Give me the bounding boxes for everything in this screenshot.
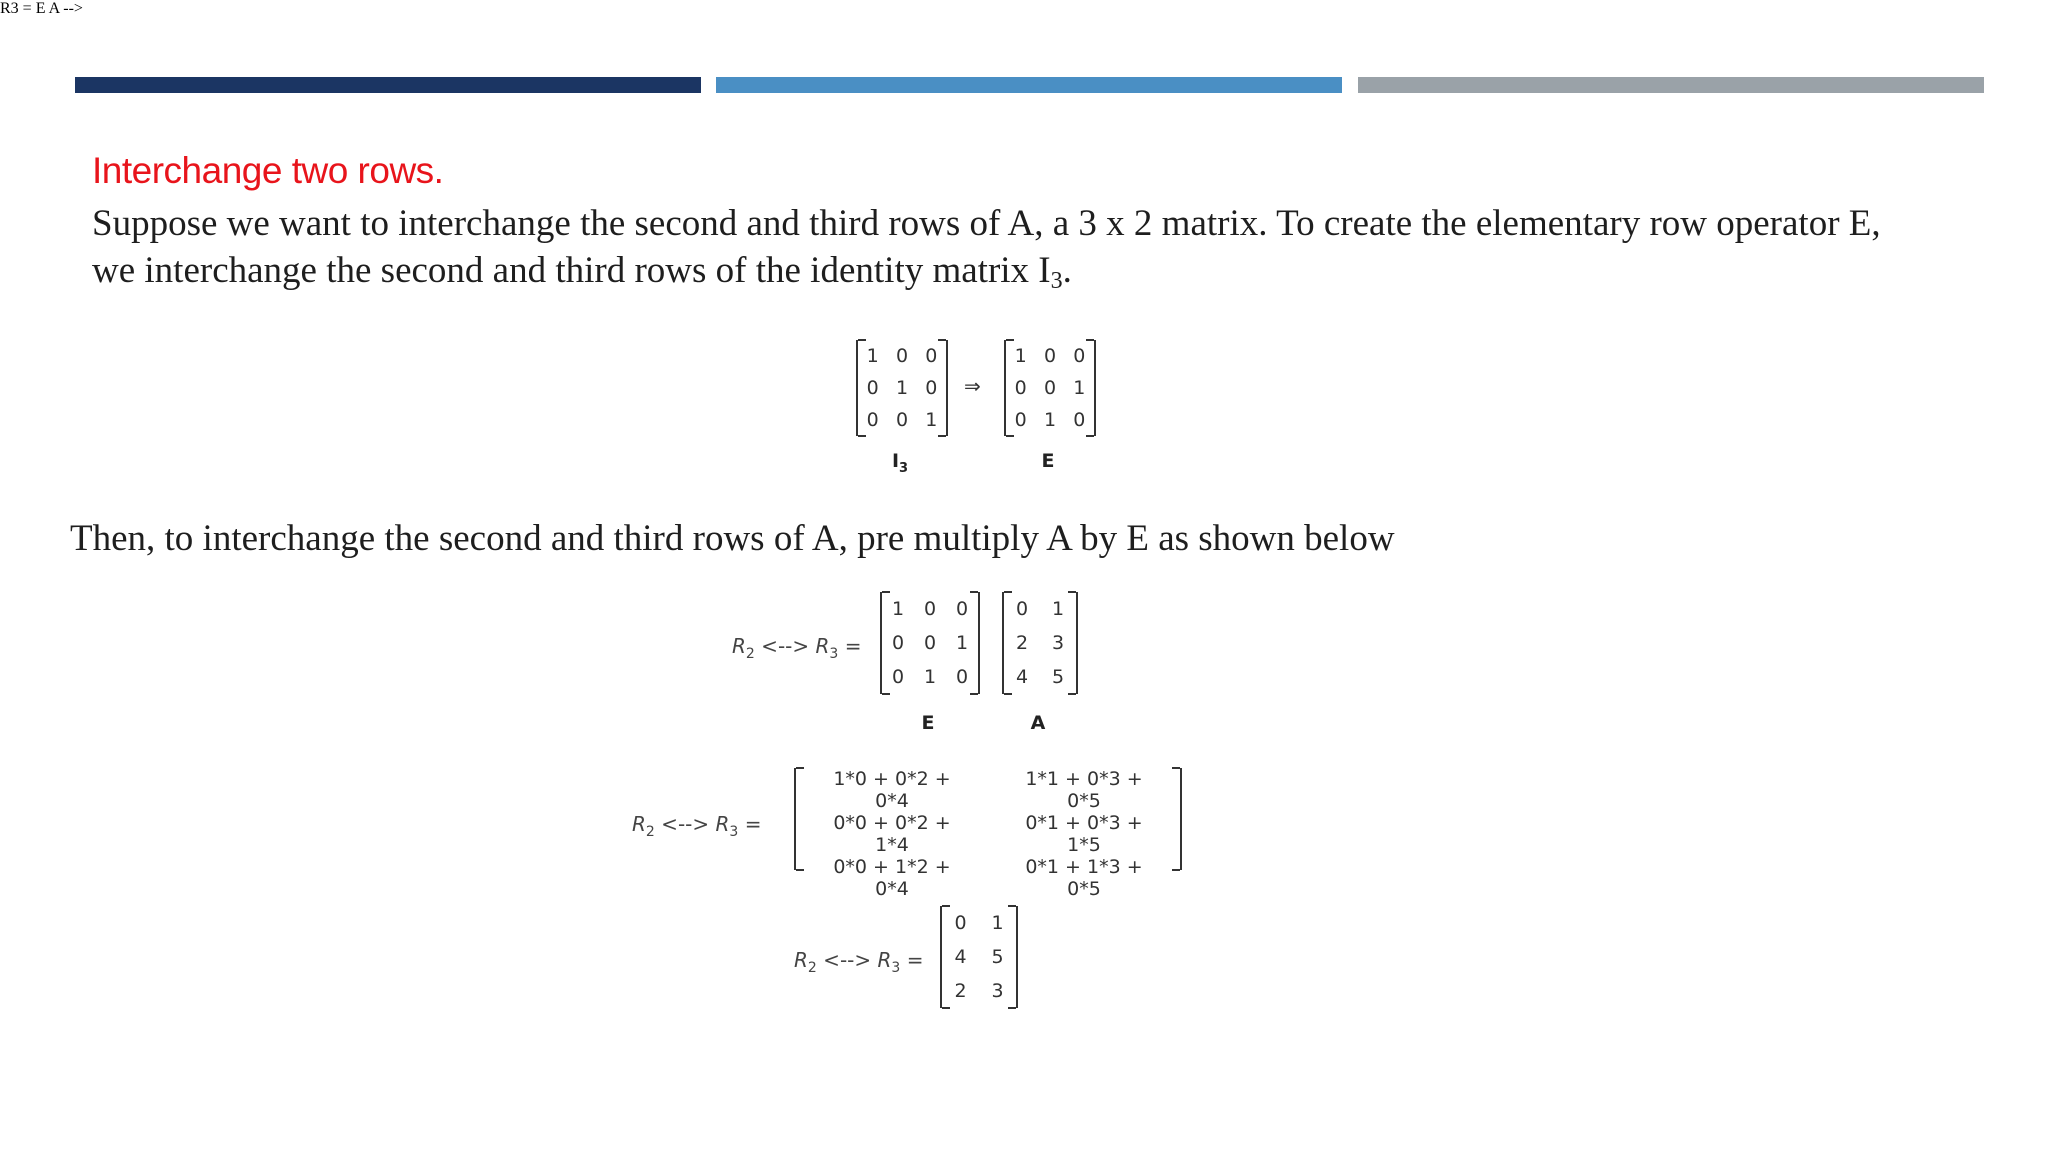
matrix-cell: 3 [991, 980, 1004, 1002]
matrix-cell: 1 [991, 912, 1004, 934]
matrix-cell: 0 [954, 912, 967, 934]
matrix-cell: 0 [895, 345, 909, 367]
matrix-cell: 5 [991, 946, 1004, 968]
matrix-cell: 0 [1073, 345, 1086, 367]
matrix-cell: 0 [866, 409, 879, 431]
matrix-cell: 0 [866, 377, 879, 399]
matrix-cell: 0 [925, 345, 938, 367]
intro-paragraph [92, 200, 1992, 294]
matrix-cell: 1 [1014, 345, 1027, 367]
intro-line-1: Suppose we want to interchange the second and third rows of A, a 3 x 2 matrix. To create the elementary row operator E, [92, 203, 1881, 244]
matrix-cell: 0 [1043, 345, 1057, 367]
intro-line-2: we interchange the second and third rows of the identity matrix I [92, 250, 1051, 291]
operator-matrix-e [1004, 340, 1096, 436]
matrix-cell: 0 [891, 666, 905, 688]
matrix-cell: 0 [1043, 377, 1057, 399]
matrix-cell: 2 [954, 980, 967, 1002]
matrix-cell: 4 [954, 946, 967, 968]
matrix-cell: 1 [1043, 409, 1057, 431]
matrix-cell: 0*1 + 0*3 + 1*5 [1025, 812, 1143, 856]
matrix-cell: 0 [955, 598, 969, 620]
matrix-cell: 0 [1014, 409, 1027, 431]
matrix-cell: 0 [923, 598, 937, 620]
equation-lhs-3: $R_2$ <--> $R_3$ = [794, 948, 924, 976]
slide-heading: Interchange two rows. [92, 150, 444, 191]
expanded-product-matrix [794, 768, 1182, 900]
matrix-cell: 0 [891, 632, 905, 654]
matrix-cell: 1 [923, 666, 937, 688]
matrix-cell: 0 [955, 666, 969, 688]
matrix-cell: 2 [1015, 632, 1029, 654]
matrix-cell: 0*0 + 1*2 + 0*4 [833, 856, 951, 900]
label-a: A [1030, 712, 1046, 734]
result-matrix [940, 906, 1018, 1008]
matrix-cell: 0*0 + 0*2 + 1*4 [833, 812, 951, 856]
intro-line-2-end: . [1062, 250, 1072, 291]
matrix-cell: 0 [925, 377, 938, 399]
matrix-a [1002, 592, 1078, 694]
accent-bar-blue [716, 77, 1342, 93]
accent-bar-dark [75, 77, 701, 93]
matrix-cell: 1 [866, 345, 879, 367]
matrix-cell: 3 [1051, 632, 1065, 654]
matrix-cell: 1 [925, 409, 938, 431]
equation-lhs-2: $R_2$ <--> $R_3$ = [632, 812, 762, 840]
accent-bar-gray [1358, 77, 1984, 93]
matrix-cell: 1 [1051, 598, 1065, 620]
matrix-cell: 5 [1051, 666, 1065, 688]
label-operator-e: E [1041, 450, 1055, 472]
second-paragraph: Then, to interchange the second and third rows of A, pre multiply A by E as shown below [70, 518, 1395, 559]
matrix-cell: 0*1 + 1*3 + 0*5 [1025, 856, 1143, 900]
operator-matrix-e-2 [880, 592, 980, 694]
matrix-cell: 0 [1073, 409, 1086, 431]
matrix-cell: 1 [895, 377, 909, 399]
matrix-cell: 1 [1073, 377, 1086, 399]
matrix-cell: 1 [955, 632, 969, 654]
implies-arrow: ⇒ [964, 374, 981, 398]
intro-line-2-subscript: 3 [1050, 268, 1063, 294]
matrix-cell: 0 [1014, 377, 1027, 399]
matrix-cell: 1*1 + 0*3 + 0*5 [1025, 768, 1143, 812]
matrix-cell: 4 [1015, 666, 1029, 688]
label-identity: $I_3$ [891, 450, 909, 476]
matrix-cell: 1 [891, 598, 905, 620]
matrix-cell: 0 [1015, 598, 1029, 620]
matrix-cell: 0 [923, 632, 937, 654]
equation-lhs-1: $R_2$ <--> $R_3$ = [732, 634, 862, 662]
label-e: E [921, 712, 935, 734]
matrix-cell: 0 [895, 409, 909, 431]
matrix-cell: 1*0 + 0*2 + 0*4 [833, 768, 951, 812]
identity-matrix [856, 340, 948, 436]
